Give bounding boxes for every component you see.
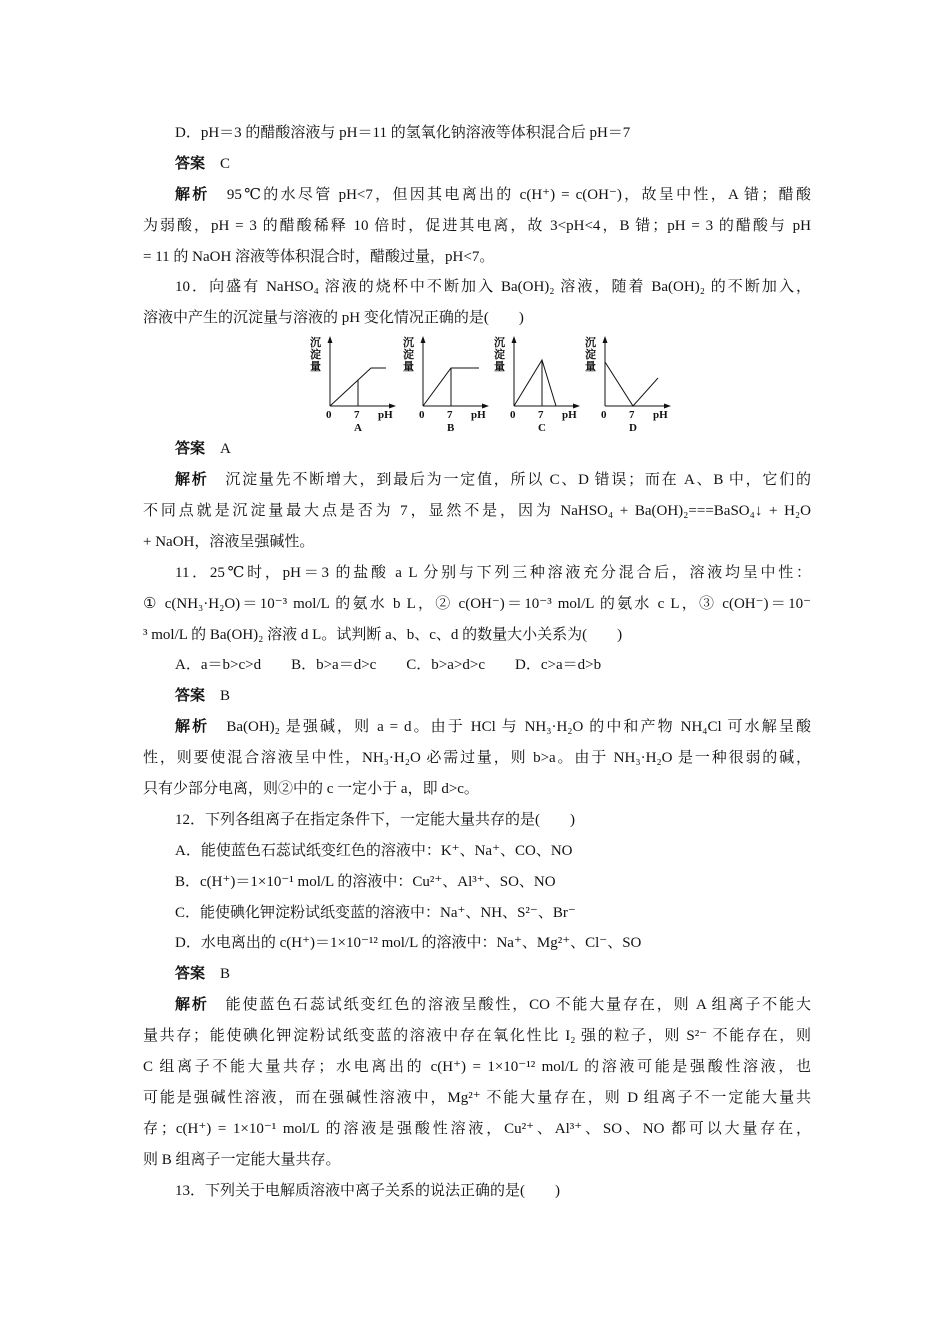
figure-ylabel-1: 沉 [494,337,505,350]
answer-value: C [220,155,231,172]
tick-label: 7 [354,409,360,422]
x-axis-arrow [573,404,580,409]
figure-ylabel-3: 量 [403,361,414,374]
q12-option-b: B．c(H⁺)＝1×10⁻¹ mol/L 的溶液中：Cu²⁺、Al³⁺、SO、NO [175,873,556,890]
y-axis-arrow [328,336,333,343]
q12-explanation-line-1 [143,990,811,1021]
y-axis-arrow [421,336,426,343]
figure-label: B [447,422,455,435]
explanation-text: 95℃的水尽管 pH<7，但因其电离出的 c(H⁺) = c(OH⁻)，故呈中性，A 错；醋酸 [226,186,811,203]
answer-label: 答案 [175,155,206,172]
q9-explanation-line-2: 为弱酸，pH = 3 的醋酸稀释 10 倍时，促进其电离，故 3<pH<4，B 错；pH = 3 的醋酸与 pH [143,217,811,234]
q11-explanation-line-2: 性，则要使混合溶液呈中性，NH₃·H₂O 必需过量，则 b>a。由于 NH₃·H₂O 是一种很弱的碱， [143,750,811,767]
q11-answer [143,681,811,712]
figure-ylabel-2: 淀 [403,349,414,362]
q10-explanation-line-2: 不同点就是沉淀量最大点是否为 7，显然不是，因为 NaHSO₄ + Ba(OH)₂===BaSO₄↓ + H₂O [143,503,811,520]
figure-d-graph [583,336,673,435]
figure-ylabel-1: 沉 [310,337,321,350]
figure-ylabel-1: 沉 [403,337,414,350]
q10-figures [143,336,811,435]
tick-label: 7 [629,409,635,422]
explanation-text: Ba(OH)₂ 是强碱，则 a = d。由于 HCl 与 NH₃·H₂O 的中和产物 NH₄Cl 可水解呈酸 [226,719,811,736]
figure-c-graph [492,336,582,435]
q12-explanation-line-2: 量共存；能使碘化钾淀粉试纸变蓝的溶液中存在氧化性比 I₂ 强的粒子，则 S²⁻ 不能存在，则 [143,1028,811,1045]
tick-label: 7 [538,409,544,422]
q12-explanation-line-6: 则 B 组离子一定能大量共存。 [143,1151,341,1168]
answer-label: 答案 [175,441,206,458]
q9-answer [143,149,811,180]
figure-ylabel-3: 量 [585,361,596,374]
q11-stem-line-2: ① c(NH₃·H₂O)＝10⁻³ mol/L 的氨水 b L，② c(OH⁻)＝10⁻³ mol/L 的氨水 c L，③ c(OH⁻)＝10⁻ [143,595,811,612]
q12-explanation-line-4: 可能是强碱性溶液，而在强碱性溶液中，Mg²⁺ 不能大量存在，则 D 组离子不一定能大量共 [143,1089,811,1106]
q13-stem: 13．下列关于电解质溶液中离子关系的说法正确的是( ) [175,1182,560,1199]
q11-explanation-line-1 [143,712,811,743]
answer-label: 答案 [175,966,206,983]
explanation-text: 能使蓝色石蕊试纸变红色的溶液呈酸性，CO 不能大量存在，则 A 组离子不能大 [225,997,811,1014]
figure-ylabel-2: 淀 [494,349,505,362]
origin-label: 0 [510,409,516,422]
q9-explanation-line-3: = 11 的 NaOH 溶液等体积混合时，醋酸过量，pH<7。 [143,248,495,265]
q9-explanation-line-1 [143,180,811,211]
figure-ylabel-1: 沉 [585,337,596,350]
document-page [143,118,811,1207]
q10-answer [143,434,811,465]
q11-options: A．a＝b>c>d B．b>a＝d>c C．b>a>d>c D．c>a＝d>b [175,657,602,674]
answer-value: B [220,966,231,983]
q12-option-d: D．水电离出的 c(H⁺)＝1×10⁻¹² mol/L 的溶液中：Na⁺、Mg²⁺、Cl⁻、SO [175,935,642,952]
answer-label: 答案 [175,688,206,705]
q9-option-d: D．pH＝3 的醋酸溶液与 pH＝11 的氢氧化钠溶液等体积混合后 pH＝7 [175,125,631,141]
origin-label: 0 [419,409,425,422]
origin-label: 0 [326,409,332,422]
figure-a-graph [308,336,398,435]
curve [514,360,556,406]
q12-option-a: A．能使蓝色石蕊试纸变红色的溶液中：K⁺、Na⁺、CO、NO [175,842,573,859]
q10-stem-line-2: 溶液中产生的沉淀量与溶液的 pH 变化情况正确的是( ) [143,310,524,327]
x-axis-label: pH [562,409,577,422]
q10-explanation-line-3: + NaOH，溶液呈强碱性。 [143,533,315,550]
figure-label: A [354,422,362,435]
q10-stem-line-1: 10．向盛有 NaHSO₄ 溶液的烧杯中不断加入 Ba(OH)₂ 溶液，随着 Ba(OH)₂ 的不断加入， [175,279,811,296]
answer-value: B [220,688,231,705]
answer-value: A [220,441,231,458]
q12-option-c: C．能使碘化钾淀粉试纸变蓝的溶液中：Na⁺、NH、S²⁻、Br⁻ [175,904,576,921]
q11-explanation-line-3: 只有少部分电离，则②中的 c 一定小于 a，即 d>c。 [143,781,479,798]
x-axis-arrow [664,404,671,409]
x-axis-arrow [482,404,489,409]
x-axis-arrow [389,404,396,409]
q12-explanation-line-5: 存；c(H⁺) = 1×10⁻¹ mol/L 的溶液是强酸性溶液，Cu²⁺、Al³⁺、SO、NO 都可以大量存在， [143,1120,811,1137]
q11-stem-line-1: 11．25℃时，pH＝3 的盐酸 a L 分别与下列三种溶液充分混合后，溶液均呈中性： [175,564,811,581]
figure-ylabel-3: 量 [310,361,321,374]
figure-ylabel-2: 淀 [310,349,321,362]
figure-d [583,336,673,435]
y-axis-arrow [603,336,608,343]
q12-stem: 12．下列各组离子在指定条件下，一定能大量共存的是( ) [175,811,575,828]
tick-label: 7 [447,409,453,422]
explanation-label: 解析 [175,472,209,489]
explanation-text: 沉淀量先不断增大，到最后为一定值，所以 C、D 错误；而在 A、B 中，它们的 [225,472,811,489]
q10-explanation-line-1 [143,465,811,496]
explanation-label: 解析 [175,997,209,1014]
figure-label: C [538,422,546,435]
figure-b-graph [401,336,491,435]
figure-ylabel-2: 淀 [585,349,596,362]
figure-a [308,336,398,435]
x-axis-label: pH [471,409,486,422]
x-axis-label: pH [378,409,393,422]
explanation-label: 解析 [175,719,210,736]
figure-ylabel-3: 量 [494,361,505,374]
y-axis-arrow [512,336,517,343]
figure-c [492,336,582,435]
figure-label: D [629,422,637,435]
q12-explanation-line-3: C 组离子不能大量共存；水电离出的 c(H⁺) = 1×10⁻¹² mol/L 的溶液可能是强酸性溶液，也 [143,1059,811,1076]
figure-b [401,336,491,435]
curve [605,362,658,406]
explanation-label: 解析 [175,186,210,203]
origin-label: 0 [601,409,607,422]
q11-stem-line-3: ³ mol/L 的 Ba(OH)₂ 溶液 d L。试判断 a、b、c、d 的数量大小关系为( ) [143,626,623,643]
q12-answer [143,959,811,990]
x-axis-label: pH [653,409,668,422]
